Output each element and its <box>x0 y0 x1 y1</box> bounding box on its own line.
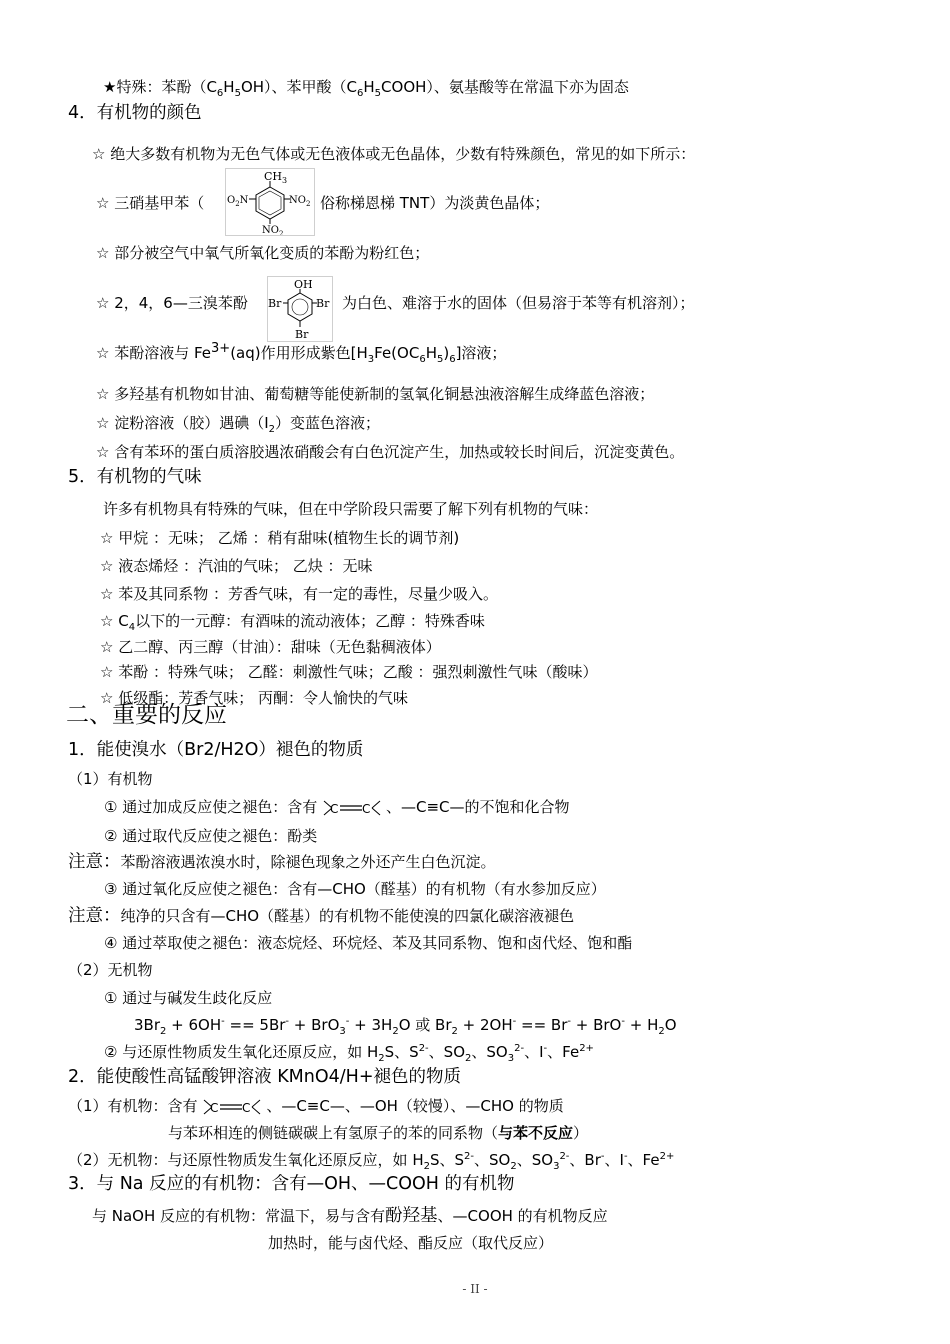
tnt-structure-image <box>225 168 315 236</box>
special-note: ★特殊：苯酚$(C_6H_5OH)$、苯甲酸$(C_6H_5COOH)$、氨基酸等在常温下亦为固态 <box>103 78 629 99</box>
page-number: - II - <box>462 1282 488 1296</box>
tnt-line-pre: ☆ 三硝基甲苯（ <box>96 194 205 212</box>
tbp-line-pre: ☆ 2，4，6—三溴苯酚 <box>96 294 248 312</box>
disproportionation-line: ① 通过与碱发生歧化反应 <box>104 989 273 1007</box>
odor-item-c4: ☆ $C_4$以下的一元醇：有酒味的流动液体；乙醇 ：特殊香味 <box>100 612 485 633</box>
tnt-ch3: $CH_3$ <box>264 170 288 185</box>
naoh-heat-line: 加热时，能与卤代烃、酯反应（取代反应） <box>268 1234 554 1252</box>
cc-double-bond-icon <box>202 1097 266 1117</box>
svg-text:C: C <box>330 801 339 816</box>
odor-item: ☆ 苯酚 ：特殊气味； 乙醛：刺激性气味；乙酸 ：强烈刺激性气味（酸味） <box>100 663 598 681</box>
phenol-pink: ☆ 部分被空气中氧气所氧化变质的苯酚为粉红色； <box>96 244 430 262</box>
heading-kmno4: 2．能使酸性高锰酸钾溶液 KMnO4/H+褪色的物质 <box>68 1067 461 1087</box>
odor-item: ☆ 乙二醇、丙三醇（甘油）：甜味（无色黏稠液体） <box>100 638 441 656</box>
colors-intro: ☆ 绝大多数有机物为无色气体或无色液体或无色晶体，少数有特殊颜色，常见的如下所示： <box>92 145 696 163</box>
subheading-inorganic: （2）无机物 <box>68 961 153 979</box>
note-phenol: 注意：苯酚溶液遇浓溴水时，除褪色现象之外还产生白色沉淀。 <box>68 852 496 872</box>
oxidation-line: ③ 通过氧化反应使之褪色：含有—CHO（醛基）的有机物（有水参加反应） <box>104 880 606 898</box>
odor-item: ☆ 低级酯：芳香气味； 丙酮：令人愉快的气味 <box>100 689 408 707</box>
svg-text:C: C <box>362 801 371 816</box>
tribromophenol-structure-image <box>267 276 333 342</box>
addition-line: ① 通过加成反应使之褪色：含有 C C 、—C≡C—的不饱和化合物 <box>104 798 570 816</box>
tbp-br-bottom: Br <box>295 328 309 341</box>
fe-complex-line: ☆ 苯酚溶液与 $Fe^{3+}(aq)$作用形成紫色$[H_3Fe(OC_6H_5)_6]$溶液； <box>96 341 507 365</box>
bromine-equation: $3Br_2 + 6OH^- == 5Br^- + BrO_3^- + 3H_2O$ 或 $Br_2 + 2OH^- == Br^- + BrO^- + H_2O$ <box>134 1016 677 1037</box>
tnt-o2n: $O_2N$ <box>227 195 249 208</box>
heading-odors: 5．有机物的气味 <box>68 467 202 487</box>
tbp-line-post: 为白色、难溶于水的固体（但易溶于苯等有机溶剂）； <box>342 294 695 312</box>
tnt-no2-bottom: $NO_2$ <box>262 225 284 235</box>
tnt-no2-right: $NO_2$ <box>289 195 311 208</box>
odor-item: ☆ 苯及其同系物 ：芳香气味，有一定的毒性，尽量少吸入。 <box>100 585 498 603</box>
substitution-line: ② 通过取代反应使之褪色：酚类 <box>104 827 318 845</box>
part-title-reactions: 二、重要的反应 <box>66 702 227 728</box>
kmno4-inorganic-line: （2）无机物：与还原性物质发生氧化还原反应，如 $H_2S$、$S^{2-}$、$SO_2$、$SO_3^{2-}$、Br-、I-、$Fe^{2+}$ <box>68 1151 675 1172</box>
kmno4-benzene-line: 与苯环相连的侧链碳碳上有氢原子的苯的同系物（与苯不反应） <box>168 1124 589 1142</box>
odor-item: ☆ 甲烷 ：无味； 乙烯 ：稍有甜味(植物生长的调节剂) <box>100 529 460 547</box>
redox-line: ② 与还原性物质发生氧化还原反应，如 $H_2S$、$S^{2-}$、$SO_2$、$SO_3^{2-}$、I-、$Fe^{2+}$ <box>104 1043 594 1064</box>
tbp-oh: OH <box>294 278 313 291</box>
starch-line: ☆ 淀粉溶液（胶）遇碘$(I_2)$变蓝色溶液； <box>96 414 381 435</box>
tbp-br-right: Br <box>316 297 330 310</box>
polyol-line: ☆ 多羟基有机物如甘油、葡萄糖等能使新制的氢氧化铜悬浊液溶解生成绛蓝色溶液； <box>96 385 655 403</box>
kmno4-organic-line: （1）有机物：含有 C C 、—C≡C—、—OH（较慢）、—CHO 的物质 <box>68 1097 564 1115</box>
odors-intro: 许多有机物具有特殊的气味，但在中学阶段只需要了解下列有机物的气味： <box>103 500 599 518</box>
note-aldehyde: 注意：纯净的只含有—CHO（醛基）的有机物不能使溴的四氯化碳溶液褪色 <box>68 906 575 926</box>
extraction-line: ④ 通过萃取使之褪色：液态烷烃、环烷烃、苯及其同系物、饱和卤代烃、饱和酯 <box>104 934 633 952</box>
naoh-line: 与 NaOH 反应的有机物：常温下，易与含有酚羟基、—COOH 的有机物反应 <box>92 1206 608 1226</box>
odor-item: ☆ 液态烯烃 ：汽油的气味； 乙炔 ：无味 <box>100 557 373 575</box>
subheading-organic: （1）有机物 <box>68 770 153 788</box>
tbp-br-left: Br <box>268 297 282 310</box>
heading-bromine-water: 1．能使溴水（Br2/H2O）褪色的物质 <box>68 740 364 760</box>
svg-text:C: C <box>242 1100 251 1115</box>
tnt-line-post: 俗称梯恩梯 TNT）为淡黄色晶体； <box>320 194 550 212</box>
protein-line: ☆ 含有苯环的蛋白质溶胶遇浓硝酸会有白色沉淀产生，加热或较长时间后，沉淀变黄色。 <box>96 443 685 461</box>
svg-text:C: C <box>210 1100 219 1115</box>
heading-sodium: 3．与 Na 反应的有机物：含有—OH、—COOH 的有机物 <box>68 1174 515 1194</box>
heading-colors: 4．有机物的颜色 <box>68 103 202 123</box>
cc-double-bond-icon <box>322 798 386 818</box>
